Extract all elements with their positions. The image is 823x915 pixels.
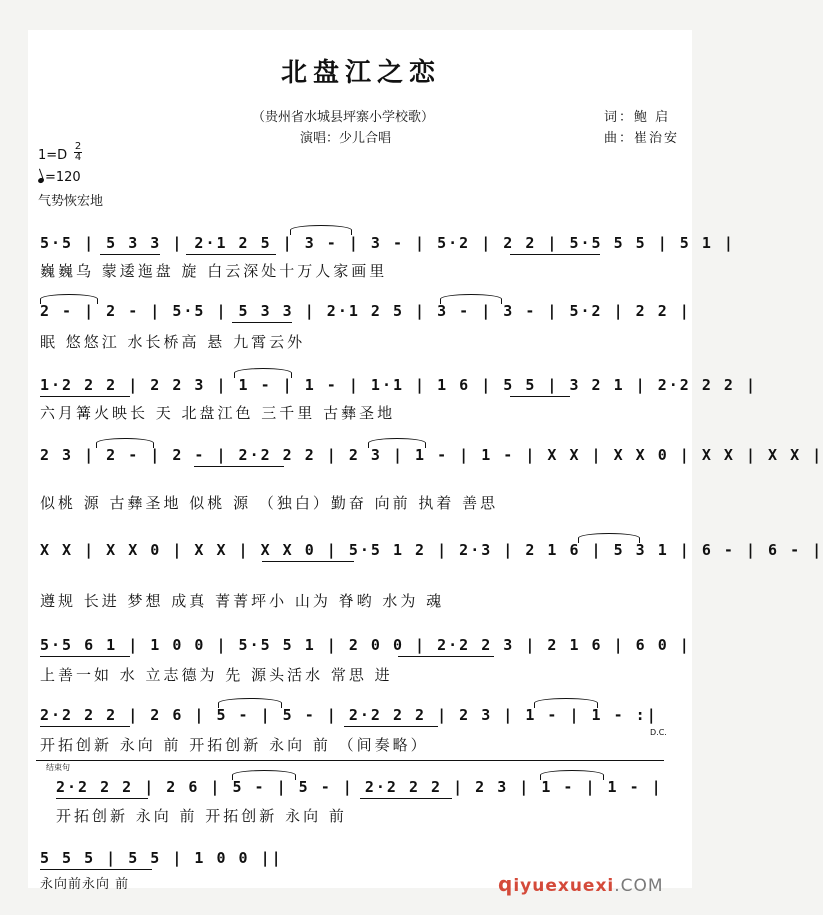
time-numerator: 2: [74, 141, 82, 152]
notation-row-2: 2 - | 2 - | 5·5 | 5 3 3 | 2·1 2 5 | 3 - | 3 - | 5·2 | 2 2 |: [40, 302, 691, 320]
lyrics-row-5: 遵规 长进 梦想 成真 菁菁坪小 山为 脊哟 水为 魂: [40, 592, 445, 610]
beam-line: [40, 869, 152, 870]
expression-marking: 气势恢宏地: [38, 194, 104, 209]
notation-row-4: 2 3 | 2 - | 2 - | 2·2 2 2 | 2 3 | 1 - | 1 - | X X | X X 0 | X X | X X |: [40, 446, 823, 464]
tie-arc: [440, 294, 502, 304]
lyrics-row-9: 永向前永向 前: [40, 877, 130, 892]
beam-line: [40, 726, 130, 727]
beam-line: [186, 254, 276, 255]
tie-arc: [540, 770, 604, 780]
beam-line: [40, 656, 130, 657]
tempo-value: =120: [45, 170, 81, 185]
tie-arc: [578, 533, 640, 543]
song-title: 北盘江之恋: [280, 58, 441, 88]
time-signature: [74, 142, 82, 162]
quarter-note-icon: [37, 177, 44, 184]
tie-arc: [234, 368, 292, 378]
notation-row-5: X X | X X 0 | X X | X X 0 | 5·5 1 2 | 2·3 | 2 1 6 | 5 3 1 | 6 - | 6 - |: [40, 541, 823, 559]
lyrics-row-4: 似桃 源 古彝圣地 似桃 源 （独白）勤奋 向前 执着 善思: [40, 494, 499, 512]
beam-line: [40, 396, 130, 397]
beam-line: [344, 726, 438, 727]
notation-row-7: 2·2 2 2 | 2 6 | 5 - | 5 - | 2·2 2 2 | 2 3 | 1 - | 1 - :|: [40, 706, 658, 724]
ending-bracket-line: [36, 760, 664, 761]
lyrics-row-8: 开拓创新 永向 前 开拓创新 永向 前: [56, 807, 347, 825]
lyrics-row-3: 六月篝火映长 天 北盘江色 三千里 古彝圣地: [40, 404, 396, 422]
tie-arc: [368, 438, 426, 448]
notation-row-9: 5 5 5 | 5 5 | 1 0 0 ||: [40, 849, 283, 867]
time-denominator: 4: [74, 152, 82, 163]
key-signature: 1=D: [38, 148, 68, 163]
ending-label: 结束句: [46, 763, 70, 772]
lyrics-row-7: 开拓创新 永向 前 开拓创新 永向 前 （间奏略）: [40, 736, 429, 754]
beam-line: [262, 561, 354, 562]
notation-row-3: 1·2 2 2 | 2 2 3 | 1 - | 1 - | 1·1 | 1 6 | 5 5 | 3 2 1 | 2·2 2 2 |: [40, 376, 757, 394]
tie-arc: [534, 698, 598, 708]
notation-row-6: 5·5 6 1 | 1 0 0 | 5·5 5 1 | 2 0 0 | 2·2 2 3 | 2 1 6 | 6 0 |: [40, 636, 691, 654]
lyricist-credit: 词：鲍 启: [604, 110, 671, 125]
song-subtitle: （贵州省水城县坪寨小学校歌）: [252, 110, 435, 125]
beam-line: [232, 322, 292, 323]
tie-arc: [232, 770, 296, 780]
composer-credit: 曲：崔治安: [604, 131, 680, 146]
site-watermark: qiyuexuexi.COM: [498, 872, 664, 896]
dc-marking: D.C.: [650, 728, 667, 737]
tie-arc: [40, 294, 98, 304]
tie-arc: [96, 438, 154, 448]
tie-arc: [290, 225, 352, 235]
lyrics-row-1: 巍巍乌 蒙逶迤盘 旋 白云深处十万人家画里: [40, 262, 388, 280]
lyrics-row-2: 眠 悠悠江 水长桥高 悬 九霄云外: [40, 333, 306, 351]
beam-line: [56, 798, 148, 799]
beam-line: [510, 396, 570, 397]
beam-line: [360, 798, 452, 799]
beam-line: [194, 466, 284, 467]
tie-arc: [218, 698, 282, 708]
beam-line: [510, 254, 600, 255]
beam-line: [398, 656, 494, 657]
tempo-marking: [38, 170, 81, 185]
notation-row-8: 2·2 2 2 | 2 6 | 5 - | 5 - | 2·2 2 2 | 2 3 | 1 - | 1 - |: [56, 778, 663, 796]
performer-credit: 演唱：少儿合唱: [300, 131, 392, 146]
lyrics-row-6: 上善一如 水 立志德为 先 源头活水 常思 进: [40, 666, 393, 684]
notation-row-1: 5·5 | 5 3 3 | 2·1 2 5 | 3 - | 3 - | 5·2 | 2 2 | 5·5 5 5 | 5 1 |: [40, 234, 735, 252]
beam-line: [100, 254, 160, 255]
